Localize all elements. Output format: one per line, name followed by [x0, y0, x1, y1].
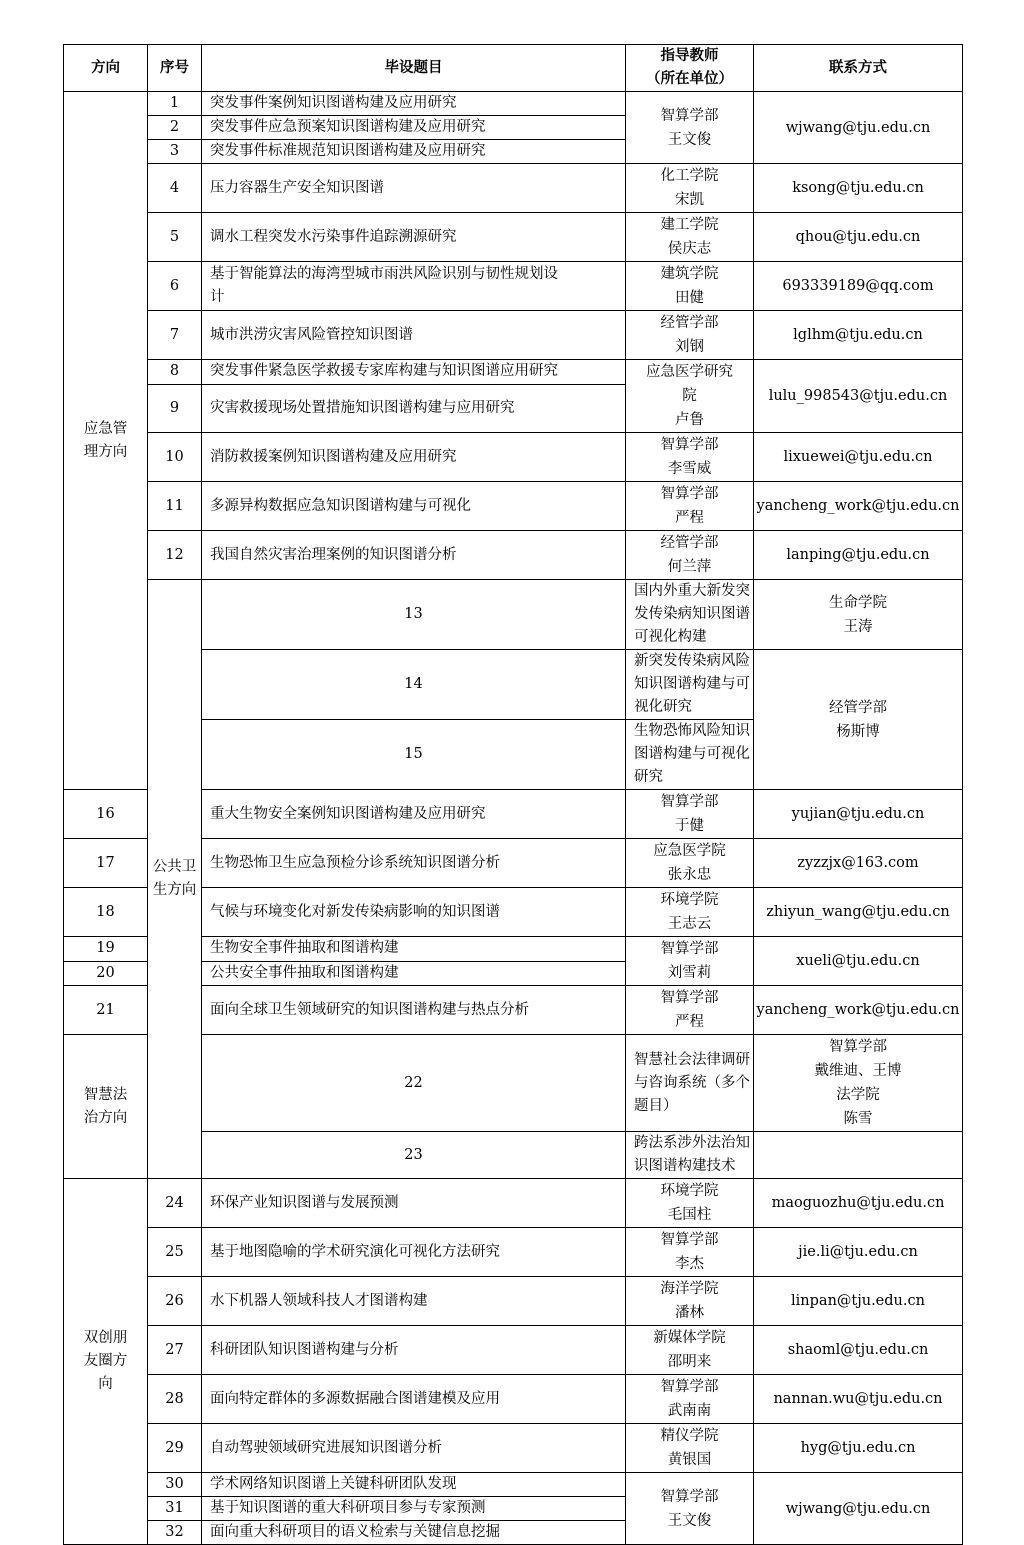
row-no: 23: [202, 1132, 626, 1179]
row-topic: 城市洪涝灾害风险管控知识图谱: [202, 311, 626, 360]
row-topic: 环保产业知识图谱与发展预测: [202, 1179, 626, 1228]
table-row: [64, 1228, 963, 1277]
row-teacher: [626, 1375, 754, 1424]
row-no: 31: [148, 1497, 202, 1521]
direction-smart-law: [64, 1035, 148, 1179]
row-teacher: [626, 1277, 754, 1326]
teacher-unit: 法学院: [836, 1087, 880, 1103]
row-no: 21: [64, 986, 148, 1035]
row-teacher-empty: [754, 1132, 963, 1179]
row-no: 7: [148, 311, 202, 360]
teacher-name: 杨斯博: [836, 723, 880, 740]
row-topic: 多源异构数据应急知识图谱构建与可视化: [202, 482, 626, 531]
row-topic: 新突发传染病风险知识图谱构建与可视化研究: [626, 650, 754, 720]
teacher-name: 王文俊: [667, 131, 712, 148]
teacher-name: 刘雪莉: [667, 965, 712, 981]
row-contact: 693339189@qq.com: [754, 262, 963, 311]
row-teacher: [626, 92, 754, 164]
row-teacher: [754, 1035, 963, 1132]
row-no: 5: [148, 213, 202, 262]
teacher-name: 王文俊: [667, 1512, 712, 1529]
teacher-name: 田健: [675, 290, 704, 306]
teacher-unit: 智算学部: [660, 1232, 719, 1248]
table-row: [64, 433, 963, 482]
row-teacher: [626, 937, 754, 986]
teacher-unit: 院: [682, 388, 697, 404]
teacher-unit: 智算学部: [660, 941, 719, 957]
teacher-name: 宋凯: [675, 192, 704, 208]
row-topic: 基于地图隐喻的学术研究演化可视化方法研究: [202, 1228, 626, 1277]
table-row: [64, 1375, 963, 1424]
teacher-unit: 经管学部: [660, 535, 719, 551]
row-no: 9: [148, 384, 202, 432]
row-no: 12: [148, 531, 202, 580]
row-contact: jie.li@tju.edu.cn: [754, 1228, 963, 1277]
row-topic: 国内外重大新发突发传染病知识图谱可视化构建: [626, 580, 754, 650]
direction-emergency: [64, 92, 148, 790]
row-topic: 生物安全事件抽取和图谱构建: [202, 937, 626, 962]
table-row: [64, 1179, 963, 1228]
row-topic: 面向重大科研项目的语义检索与关键信息挖掘: [202, 1521, 626, 1545]
row-topic: 生物恐怖卫生应急预检分诊系统知识图谱分析: [202, 839, 626, 888]
table-row: [64, 164, 963, 213]
table-row: [64, 1277, 963, 1326]
row-contact: zyzzjx@163.com: [754, 839, 963, 888]
row-contact: zhiyun_wang@tju.edu.cn: [754, 888, 963, 937]
header-teacher: [626, 45, 754, 92]
teacher-name: 武南南: [667, 1403, 712, 1419]
row-no: 22: [202, 1035, 626, 1132]
row-topic: 公共安全事件抽取和图谱构建: [202, 961, 626, 986]
teacher-unit: 环境学院: [660, 1183, 719, 1199]
teacher-unit: 应急医学院: [653, 843, 726, 859]
teacher-name: 王志云: [667, 916, 712, 932]
direction-line: 理方向: [83, 443, 128, 460]
table-row: [64, 311, 963, 360]
row-topic: 学术网络知识图谱上关键科研团队发现: [202, 1473, 626, 1497]
header-direction: 方向: [64, 45, 148, 92]
row-contact: linpan@tju.edu.cn: [754, 1277, 963, 1326]
teacher-unit: 建筑学院: [660, 266, 719, 282]
header-teacher-line2: （所在单位）: [646, 71, 733, 87]
row-no: 15: [202, 720, 626, 790]
teacher-name: 严程: [675, 1014, 704, 1030]
teacher-unit: 新媒体学院: [653, 1330, 726, 1346]
row-no: 8: [148, 360, 202, 385]
header-contact: 联系方式: [754, 45, 963, 92]
row-no: 1: [148, 92, 202, 116]
teacher-name: 张永忠: [667, 867, 712, 883]
teacher-unit: 智算学部: [660, 1488, 719, 1505]
row-topic: [202, 262, 626, 311]
row-contact: shaoml@tju.edu.cn: [754, 1326, 963, 1375]
row-teacher: [626, 531, 754, 580]
teacher-name: 于健: [675, 818, 704, 834]
teacher-name: 戴维迪、王博: [814, 1063, 902, 1079]
teacher-name: 严程: [675, 510, 704, 526]
row-teacher: [754, 650, 963, 790]
topic-table-wrapper: [63, 44, 963, 1545]
row-teacher: [626, 1326, 754, 1375]
row-teacher: [626, 360, 754, 433]
row-no: 4: [148, 164, 202, 213]
row-teacher: [626, 1473, 754, 1545]
row-contact: qhou@tju.edu.cn: [754, 213, 963, 262]
row-teacher: [626, 839, 754, 888]
teacher-name: 王涛: [843, 618, 873, 635]
row-topic: 我国自然灾害治理案例的知识图谱分析: [202, 531, 626, 580]
row-no: 18: [64, 888, 148, 937]
teacher-name: 黄银国: [667, 1452, 712, 1468]
row-contact: yancheng_work@tju.edu.cn: [754, 986, 963, 1035]
row-topic: 自动驾驶领域研究进展知识图谱分析: [202, 1424, 626, 1473]
teacher-unit: 智算学部: [660, 794, 719, 810]
row-teacher: [626, 888, 754, 937]
teacher-name: 何兰萍: [667, 559, 712, 575]
row-no: 26: [148, 1277, 202, 1326]
direction-line: 友圈方: [83, 1353, 128, 1369]
row-no: 14: [202, 650, 626, 720]
row-no: 17: [64, 839, 148, 888]
row-topic: 灾害救援现场处置措施知识图谱构建与应用研究: [202, 384, 626, 432]
direction-line: 智慧法: [83, 1086, 128, 1103]
teacher-name: 毛国柱: [667, 1207, 712, 1223]
row-no: 10: [148, 433, 202, 482]
row-topic: 突发事件紧急医学救援专家库构建与知识图谱应用研究: [202, 360, 626, 385]
row-no: 20: [64, 961, 148, 986]
teacher-unit: 精仪学院: [660, 1428, 719, 1444]
row-no: 19: [64, 937, 148, 962]
row-no: 25: [148, 1228, 202, 1277]
direction-line: 应急管: [83, 420, 128, 437]
row-teacher: [626, 311, 754, 360]
row-topic: 智慧社会法律调研与咨询系统（多个题目）: [626, 1035, 754, 1132]
row-topic: 面向全球卫生领域研究的知识图谱构建与热点分析: [202, 986, 626, 1035]
table-row: [64, 262, 963, 311]
table-row: [64, 213, 963, 262]
row-contact: yancheng_work@tju.edu.cn: [754, 482, 963, 531]
row-contact: lanping@tju.edu.cn: [754, 531, 963, 580]
row-contact: nannan.wu@tju.edu.cn: [754, 1375, 963, 1424]
direction-innovation: [64, 1179, 148, 1545]
teacher-unit: 智算学部: [660, 1379, 719, 1395]
row-contact: hyg@tju.edu.cn: [754, 1424, 963, 1473]
row-contact: lulu_998543@tju.edu.cn: [754, 360, 963, 433]
row-teacher: [626, 1424, 754, 1473]
row-topic: 水下机器人领域科技人才图谱构建: [202, 1277, 626, 1326]
row-no: 24: [148, 1179, 202, 1228]
row-topic: 面向特定群体的多源数据融合图谱建模及应用: [202, 1375, 626, 1424]
row-no: 16: [64, 790, 148, 839]
row-no: 27: [148, 1326, 202, 1375]
direction-line: 向: [98, 1376, 113, 1392]
row-no: 13: [202, 580, 626, 650]
teacher-unit: 环境学院: [660, 892, 719, 908]
teacher-name: 侯庆志: [667, 241, 712, 257]
teacher-name: 卢鲁: [675, 412, 704, 428]
teacher-name: 潘林: [675, 1305, 704, 1321]
row-contact: ksong@tju.edu.cn: [754, 164, 963, 213]
row-topic: 消防救援案例知识图谱构建及应用研究: [202, 433, 626, 482]
teacher-unit: 应急医学研究: [646, 364, 733, 380]
row-teacher: [626, 986, 754, 1035]
row-topic: 科研团队知识图谱构建与分析: [202, 1326, 626, 1375]
row-contact: maoguozhu@tju.edu.cn: [754, 1179, 963, 1228]
row-topic: 气候与环境变化对新发传染病影响的知识图谱: [202, 888, 626, 937]
row-topic: 基于知识图谱的重大科研项目参与专家预测: [202, 1497, 626, 1521]
teacher-unit: 经管学部: [660, 315, 719, 331]
teacher-name: 陈雪: [843, 1111, 873, 1127]
row-topic: 重大生物安全案例知识图谱构建及应用研究: [202, 790, 626, 839]
row-topic: 突发事件应急预案知识图谱构建及应用研究: [202, 116, 626, 140]
teacher-name: 邵明来: [667, 1354, 712, 1370]
topic-line: 基于智能算法的海湾型城市雨洪风险识别与韧性规划设: [210, 266, 558, 282]
row-teacher: [626, 164, 754, 213]
table-row: [64, 1424, 963, 1473]
direction-line: 生方向: [152, 882, 197, 898]
teacher-unit: 智算学部: [660, 990, 719, 1006]
row-topic: 突发事件案例知识图谱构建及应用研究: [202, 92, 626, 116]
header-row: [64, 45, 963, 92]
teacher-unit: 智算学部: [660, 437, 719, 453]
row-contact: wjwang@tju.edu.cn: [754, 92, 963, 164]
table-row: [64, 1326, 963, 1375]
table-row: [64, 1473, 963, 1497]
teacher-unit: 化工学院: [660, 168, 719, 184]
row-no: 2: [148, 116, 202, 140]
row-no: 32: [148, 1521, 202, 1545]
header-topic: 毕设题目: [202, 45, 626, 92]
row-no: 6: [148, 262, 202, 311]
table-row: [64, 360, 963, 385]
row-contact: xueli@tju.edu.cn: [754, 937, 963, 986]
row-topic: 跨法系涉外法治知识图谱构建技术: [626, 1132, 754, 1179]
teacher-name: 刘钢: [675, 339, 704, 355]
row-teacher: [754, 580, 963, 650]
row-topic: 调水工程突发水污染事件追踪溯源研究: [202, 213, 626, 262]
row-contact: yujian@tju.edu.cn: [754, 790, 963, 839]
direction-line: 治方向: [83, 1109, 128, 1126]
table-row: [64, 92, 963, 116]
row-no: 28: [148, 1375, 202, 1424]
table-row: [64, 531, 963, 580]
table-row: [64, 580, 963, 650]
teacher-unit: 建工学院: [660, 217, 719, 233]
row-teacher: [626, 1228, 754, 1277]
row-teacher: [626, 262, 754, 311]
teacher-name: 李雪威: [667, 461, 712, 477]
topic-line: 计: [210, 289, 225, 305]
row-no: 11: [148, 482, 202, 531]
row-teacher: [626, 1179, 754, 1228]
teacher-unit: 智算学部: [829, 1039, 887, 1055]
direction-public-health: [148, 580, 202, 1179]
row-teacher: [626, 790, 754, 839]
header-no: 序号: [148, 45, 202, 92]
teacher-unit: 智算学部: [660, 486, 719, 502]
row-teacher: [626, 213, 754, 262]
row-no: 29: [148, 1424, 202, 1473]
row-teacher: [626, 433, 754, 482]
direction-line: 双创朋: [83, 1330, 128, 1346]
row-topic: 生物恐怖风险知识图谱构建与可视化研究: [626, 720, 754, 790]
header-teacher-line1: 指导教师: [660, 48, 719, 64]
teacher-name: 李杰: [675, 1256, 704, 1272]
table-row: [64, 482, 963, 531]
teacher-unit: 智算学部: [660, 107, 719, 124]
row-contact: lglhm@tju.edu.cn: [754, 311, 963, 360]
row-topic: 压力容器生产安全知识图谱: [202, 164, 626, 213]
teacher-unit: 经管学部: [829, 699, 887, 716]
teacher-unit: 生命学院: [829, 594, 887, 611]
teacher-unit: 海洋学院: [660, 1281, 719, 1297]
row-topic: 突发事件标准规范知识图谱构建及应用研究: [202, 140, 626, 164]
row-no: 30: [148, 1473, 202, 1497]
direction-line: 公共卫: [152, 859, 197, 875]
row-contact: wjwang@tju.edu.cn: [754, 1473, 963, 1545]
topic-table: [63, 44, 963, 1545]
row-teacher: [626, 482, 754, 531]
row-no: 3: [148, 140, 202, 164]
row-contact: lixuewei@tju.edu.cn: [754, 433, 963, 482]
